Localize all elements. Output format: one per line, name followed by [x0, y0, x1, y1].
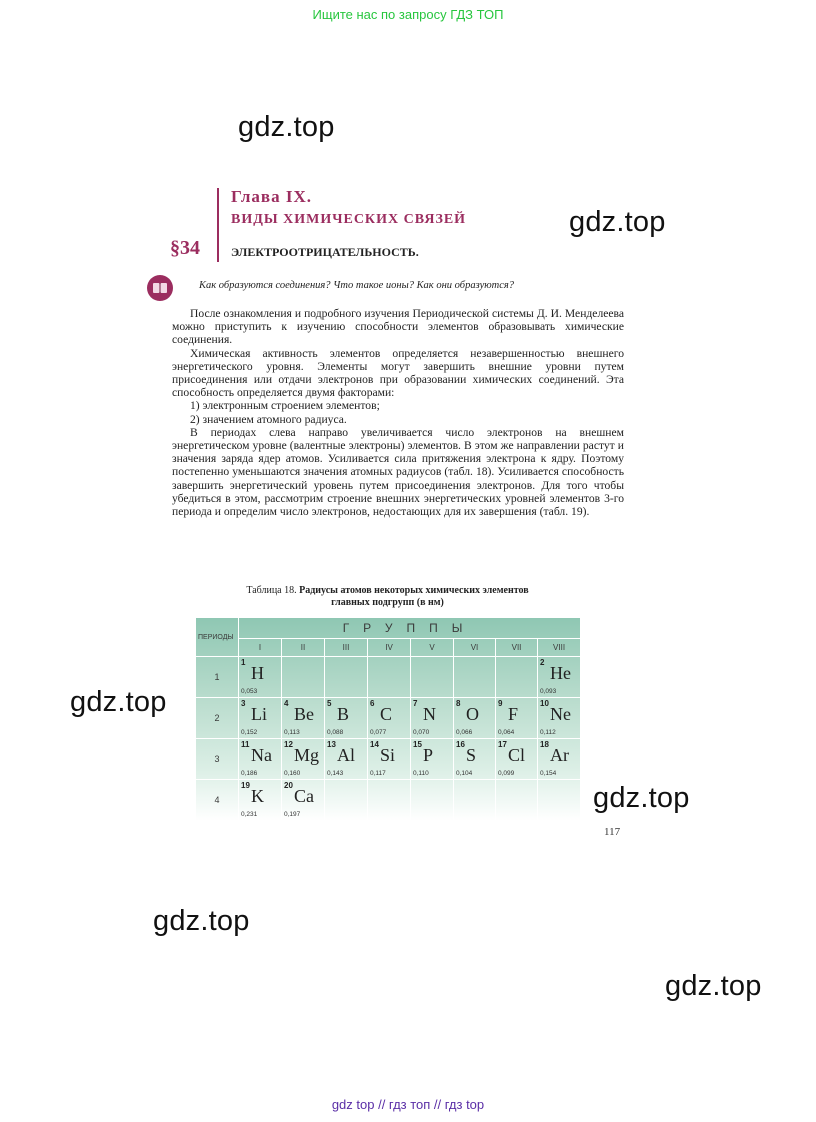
footer-links[interactable]: gdz top // гдз топ // гдз top: [331, 1097, 485, 1112]
element-cell: [368, 698, 411, 739]
atomic-number: 2: [540, 658, 545, 667]
atomic-number: 7: [413, 699, 418, 708]
element-symbol: Ca: [294, 786, 314, 806]
atomic-radius: 0,077: [370, 729, 387, 736]
watermark: gdz.top: [665, 970, 762, 1002]
body-text: [172, 307, 624, 518]
atomic-radius: 0,154: [540, 770, 557, 777]
element-symbol: N: [423, 704, 436, 724]
chapter-subtitle: ВИДЫ ХИМИЧЕСКИХ СВЯЗЕЙ: [231, 212, 467, 227]
table-caption-line2: главных подгрупп (в нм): [331, 597, 444, 608]
atomic-number: 1: [241, 658, 246, 667]
group-number: I: [239, 639, 282, 657]
table-row: [196, 780, 581, 821]
body-paragraph: В периодах слева направо увеличивается число электронов на внешнем энергетическом уровне (валентные электроны) элементов. В этом же направлении растут и значения заряда ядер атомов. Усиливается сила притяжения электрона к ядру. Поэтому постепенно уменьшаются значения атомных радиусов (табл. 18). Усиливается способность завершить энергетический уровень путем присоединения электронов. Для того чтобы убедиться в этом, рассмотрим строение внешних энергетических уровней элементов 3-го периода и определим число электронов, недостающих для их завершения (табл. 19).: [172, 425, 624, 519]
element-symbol: O: [466, 704, 479, 724]
atomic-radius: 0,099: [498, 770, 515, 777]
atomic-radius: 0,231: [241, 811, 258, 818]
intro-questions: Как образуются соединения? Что такое ионы? Как они образуются?: [199, 280, 515, 291]
table-body: [196, 657, 581, 821]
period-number: 3: [196, 739, 239, 780]
element-cell: [282, 780, 325, 821]
body-paragraph: После ознакомления и подробного изучения Периодической системы Д. И. Менделеева можно приступить к изучению способности элементов образовывать химические соединения.: [172, 307, 624, 347]
atomic-number: 17: [498, 740, 507, 749]
table-caption-main: Радиусы атомов некоторых химических элементов: [299, 585, 529, 596]
empty-cell: [368, 657, 411, 698]
atomic-radius: 0,070: [413, 729, 430, 736]
empty-cell: [454, 780, 496, 821]
element-symbol: P: [423, 745, 434, 765]
atomic-radius: 0,088: [327, 729, 344, 736]
atomic-radius: 0,066: [456, 729, 473, 736]
element-cell: [239, 739, 282, 780]
atomic-number: 19: [241, 781, 250, 790]
atomic-radius: 0,186: [241, 770, 258, 777]
atomic-radius: 0,053: [241, 688, 258, 695]
element-cell: [282, 739, 325, 780]
element-cell: [368, 739, 411, 780]
watermark: gdz.top: [153, 905, 250, 937]
watermark: gdz.top: [238, 111, 335, 143]
element-symbol: H: [251, 663, 264, 683]
element-cell: [239, 657, 282, 698]
empty-cell: [325, 657, 368, 698]
watermark: gdz.top: [70, 686, 167, 718]
element-cell: [454, 698, 496, 739]
chapter-divider: [217, 188, 219, 262]
element-cell: [496, 698, 538, 739]
watermark: gdz.top: [593, 782, 690, 814]
atomic-number: 6: [370, 699, 375, 708]
paragraph-number: §34: [170, 237, 200, 259]
period-number: 4: [196, 780, 239, 821]
book-icon: [147, 275, 173, 301]
element-symbol: Na: [251, 745, 272, 765]
atomic-radius: 0,093: [540, 688, 557, 695]
empty-cell: [454, 657, 496, 698]
chapter-title: Глава IX.: [231, 187, 313, 206]
period-number: 2: [196, 698, 239, 739]
atomic-number: 12: [284, 740, 293, 749]
atomic-radius: 0,117: [370, 770, 386, 777]
element-cell: [538, 739, 581, 780]
element-cell: [538, 657, 581, 698]
top-banner[interactable]: Ищите нас по запросу ГДЗ ТОП: [312, 7, 504, 22]
groups-header: ГРУППЫ: [239, 618, 581, 639]
body-paragraph: 2) значением атомного радиуса.: [190, 412, 347, 426]
group-numbers-row: [196, 639, 581, 657]
atomic-radius: 0,143: [327, 770, 344, 777]
atomic-radius: 0,110: [413, 770, 429, 777]
empty-cell: [282, 657, 325, 698]
element-symbol: C: [380, 704, 393, 724]
element-cell: [325, 698, 368, 739]
atomic-radius: 0,160: [284, 770, 301, 777]
atomic-number: 11: [241, 740, 250, 749]
atomic-number: 9: [498, 699, 503, 708]
element-symbol: K: [251, 786, 264, 806]
atomic-radius: 0,112: [540, 729, 556, 736]
watermark: gdz.top: [569, 206, 666, 238]
group-number: V: [411, 639, 454, 657]
atomic-radius: 0,064: [498, 729, 515, 736]
element-symbol: Al: [337, 745, 355, 765]
table-caption: [195, 585, 580, 609]
element-symbol: He: [550, 663, 571, 683]
atomic-number: 5: [327, 699, 332, 708]
element-symbol: B: [337, 704, 350, 724]
atomic-number: 16: [456, 740, 465, 749]
atomic-number: 18: [540, 740, 549, 749]
element-cell: [454, 739, 496, 780]
empty-cell: [411, 657, 454, 698]
element-cell: [411, 698, 454, 739]
table-row: [196, 657, 581, 698]
atomic-number: 15: [413, 740, 422, 749]
atomic-number: 13: [327, 740, 336, 749]
element-symbol: Ar: [550, 745, 569, 765]
element-symbol: Mg: [294, 745, 320, 765]
atomic-number: 4: [284, 699, 289, 708]
empty-cell: [496, 780, 538, 821]
atomic-radius: 0,104: [456, 770, 473, 777]
empty-cell: [325, 780, 368, 821]
element-cell: [411, 739, 454, 780]
element-symbol: Li: [251, 704, 267, 724]
page-number: 117: [604, 826, 621, 838]
group-number: III: [325, 639, 368, 657]
empty-cell: [368, 780, 411, 821]
group-number: IV: [368, 639, 411, 657]
group-number: VII: [496, 639, 538, 657]
group-number: II: [282, 639, 325, 657]
element-symbol: F: [508, 704, 519, 724]
group-number: VI: [454, 639, 496, 657]
element-cell: [282, 698, 325, 739]
element-symbol: Si: [380, 745, 396, 765]
atomic-number: 3: [241, 699, 246, 708]
element-cell: [538, 698, 581, 739]
element-symbol: Be: [294, 704, 314, 724]
table-row: [196, 739, 581, 780]
atomic-radius: 0,152: [241, 729, 258, 736]
empty-cell: [496, 657, 538, 698]
element-symbol: S: [466, 745, 477, 765]
element-cell: [239, 698, 282, 739]
empty-cell: [538, 780, 581, 821]
element-cell: [239, 780, 282, 821]
body-paragraph: 1) электронным строением элементов;: [190, 399, 380, 413]
atomic-radius: 0,197: [284, 811, 301, 818]
atomic-number: 10: [540, 699, 549, 708]
atomic-number: 8: [456, 699, 461, 708]
table-caption-prefix: Таблица 18.: [246, 585, 297, 596]
empty-cell: [411, 780, 454, 821]
element-symbol: Ne: [550, 704, 571, 724]
atomic-radii-table: [195, 617, 581, 821]
element-cell: [496, 739, 538, 780]
periods-header: ПЕРИОДЫ: [196, 618, 239, 657]
element-cell: [325, 739, 368, 780]
atomic-number: 20: [284, 781, 293, 790]
body-paragraph: Химическая активность элементов определяется незавершенностью внешнего энергетического уровня. Элементы могут завершить внешние уровни путем присоединения или отдачи электронов при образовании химических соединений. Эта способность определяется двумя факторами:: [172, 346, 624, 400]
atomic-radius: 0,113: [284, 729, 300, 736]
table-row: [196, 698, 581, 739]
atomic-number: 14: [370, 740, 379, 749]
paragraph-title: ЭЛЕКТРООТРИЦАТЕЛЬНОСТЬ.: [231, 245, 419, 259]
group-number: VIII: [538, 639, 581, 657]
period-number: 1: [196, 657, 239, 698]
element-symbol: Cl: [508, 745, 526, 765]
